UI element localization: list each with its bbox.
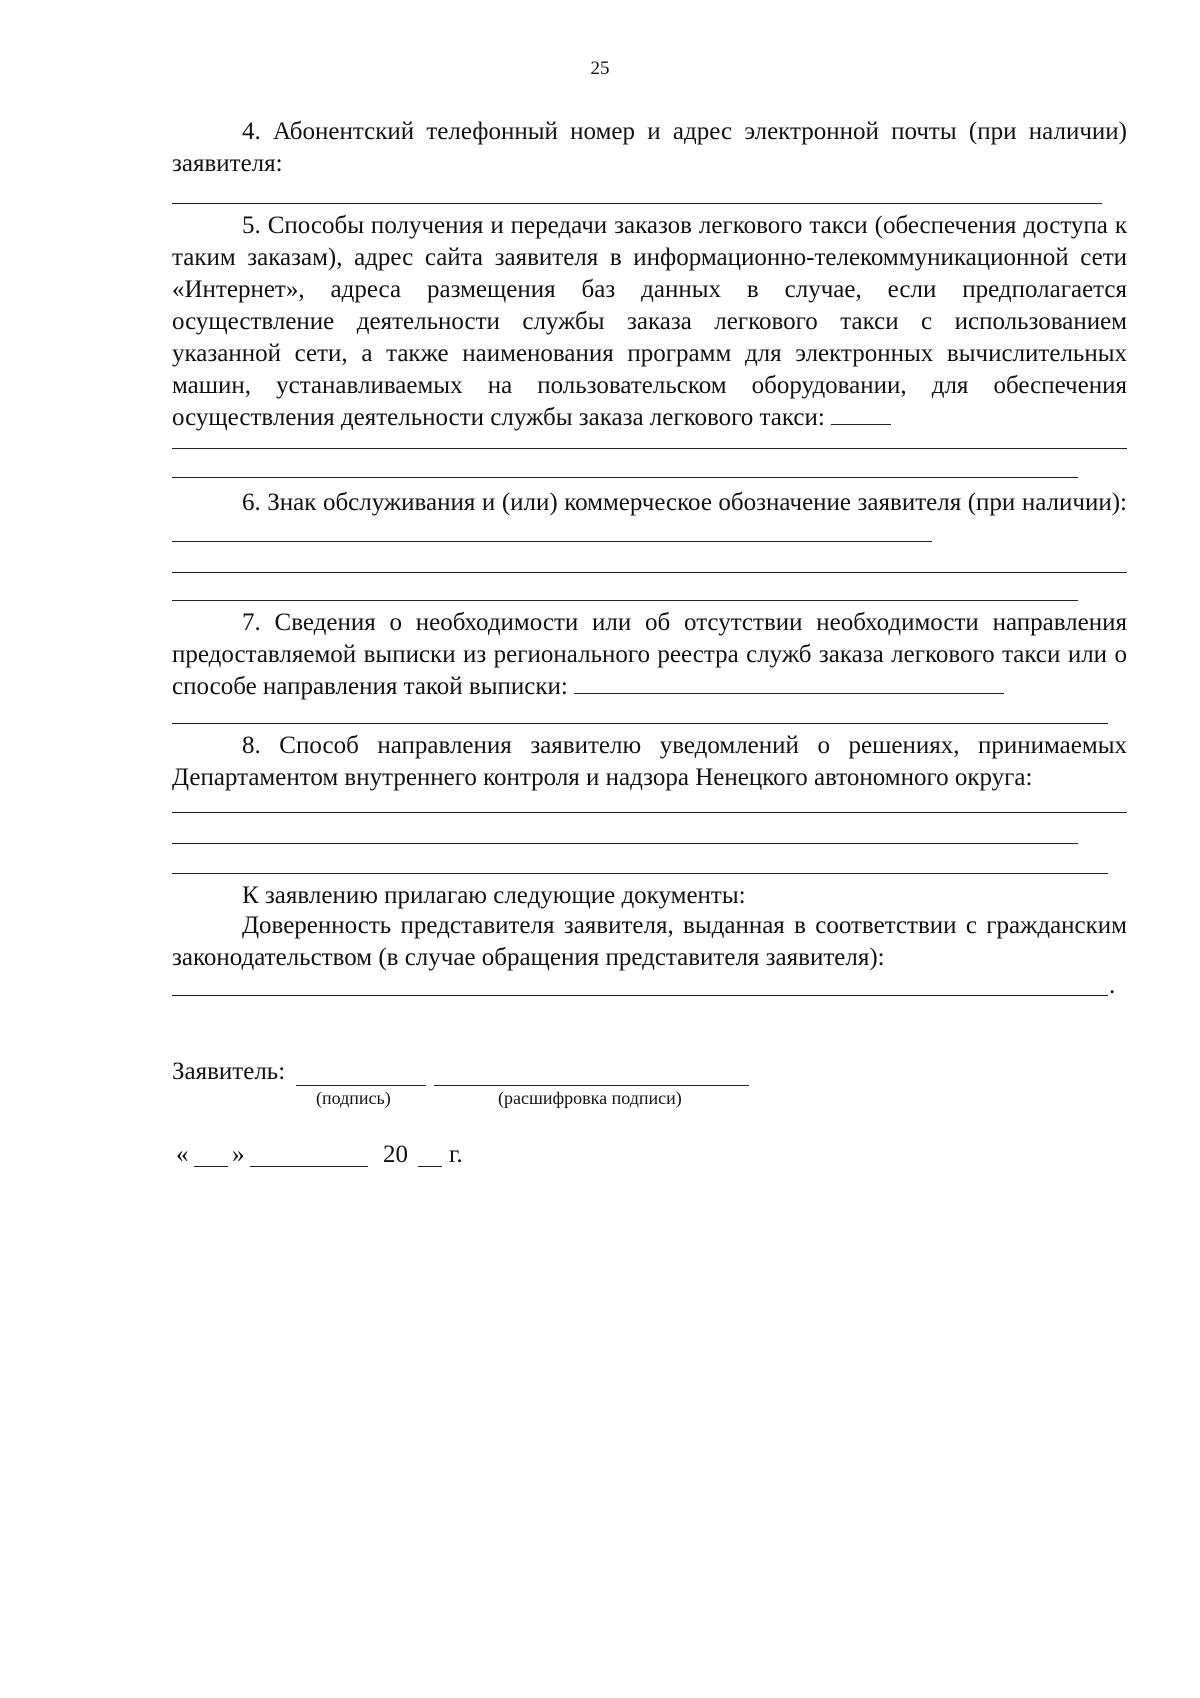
signature-decode-caption: (расшифровка подписи): [498, 1088, 682, 1108]
section-8-fill-line-3[interactable]: [172, 873, 1108, 874]
section-6-text: [172, 487, 1127, 551]
section-7-inline-fill[interactable]: [574, 671, 1004, 694]
signature-decode-line[interactable]: [434, 1085, 749, 1086]
section-5-text: [172, 210, 1127, 434]
date-year-prefix: 20: [383, 1141, 408, 1168]
date-month-line[interactable]: [250, 1166, 368, 1167]
date-close-quote: »: [232, 1141, 245, 1168]
date-day-line[interactable]: [194, 1166, 228, 1167]
signature-caption: (подпись): [316, 1088, 391, 1108]
date-year-suffix: г.: [449, 1141, 463, 1168]
section-5-label: 5. Способы получения и передачи заказов легкового такси (обеспечения доступа к таким заказам), адрес сайта заявителя в информационно-телекоммуникационной сети «Интернет», адреса размещения баз данных в случае, если предполагается осуществление деятельности службы заказа легкового такси с использованием указанной сети, а также наименования программ для электронных вычислительных машин, устанавливаемых на пользовательском оборудовании, для обеспечения осуществления деятельности службы заказа легкового такси:: [172, 212, 1127, 431]
section-5-inline-fill[interactable]: [831, 402, 891, 425]
attachments-fill-line[interactable]: [172, 995, 1108, 996]
attachments-end-mark: .: [1109, 972, 1116, 999]
section-6-inline-fill[interactable]: [172, 519, 932, 542]
date-open-quote: «: [176, 1141, 189, 1168]
section-7-text: [172, 607, 1127, 703]
section-6-fill-line-1[interactable]: [172, 572, 1127, 573]
section-6-fill-line-2[interactable]: [172, 600, 1078, 601]
section-8-fill-line-1[interactable]: [172, 812, 1127, 813]
date-year-line[interactable]: [418, 1166, 442, 1167]
attachments-item: Доверенность представителя заявителя, выданная в соответствии с гражданским законодательством (в случае обращения представителя заявителя):: [172, 912, 1127, 971]
applicant-label: Заявитель:: [172, 1058, 286, 1085]
section-5-fill-line-2[interactable]: [172, 477, 1078, 478]
signature-line[interactable]: [296, 1085, 426, 1086]
section-7-label: 7. Сведения о необходимости или об отсутствии необходимости направления предоставляемой выписки из регионального реестра служб заказа легкового такси или о способе направления такой выписки:: [172, 609, 1127, 700]
section-8-fill-line-2[interactable]: [172, 843, 1078, 844]
section-4-text: 4. Абонентский телефонный номер и адрес электронной почты (при наличии) заявителя:: [172, 118, 1127, 177]
section-6-label: 6. Знак обслуживания и (или) коммерческое обозначение заявителя (при наличии):: [242, 489, 1127, 516]
page-number: 25: [590, 58, 610, 79]
section-5-fill-line-1[interactable]: [172, 448, 1127, 449]
section-8-text: 8. Способ направления заявителю уведомлений о решениях, принимаемых Департаментом внутреннего контроля и надзора Ненецкого автономного округа:: [172, 732, 1127, 791]
section-4-fill-line[interactable]: [172, 203, 1102, 204]
section-7-fill-line[interactable]: [172, 723, 1108, 724]
attachments-heading: К заявлению прилагаю следующие документы:: [242, 882, 746, 909]
